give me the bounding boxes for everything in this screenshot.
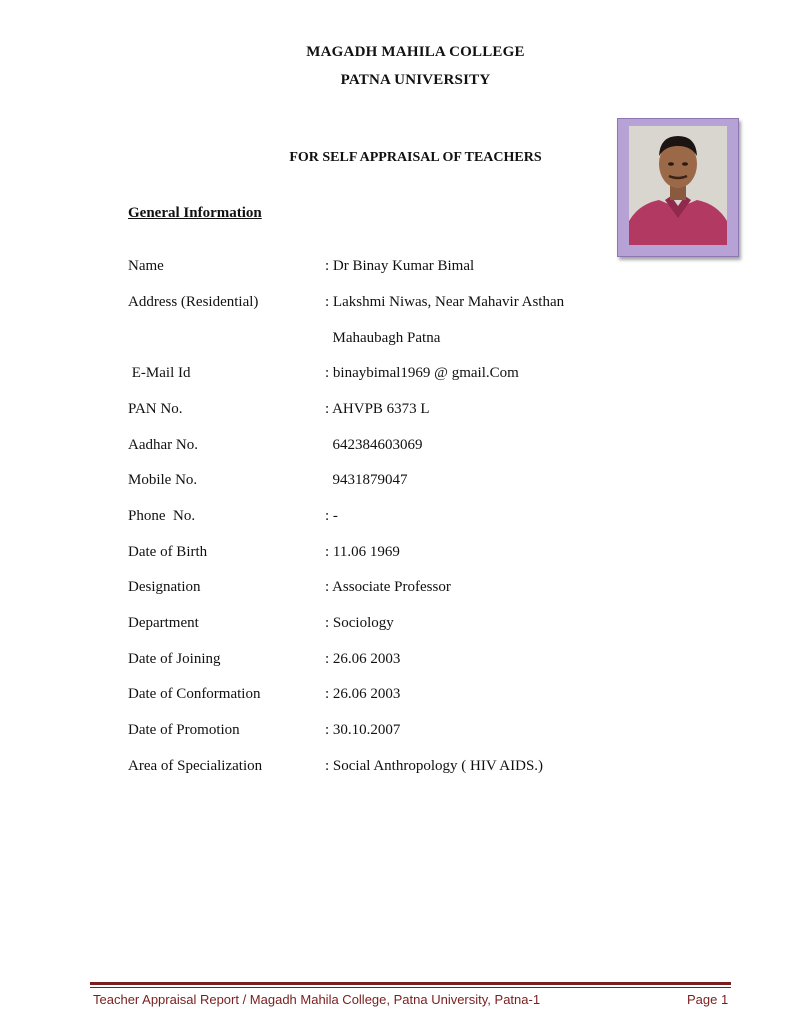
profile-photo [629, 126, 727, 245]
document-title: FOR SELF APPRAISAL OF TEACHERS [289, 150, 542, 165]
field-value: Mahaubagh Patna [325, 330, 441, 346]
field-row [0, 722, 791, 746]
field-value: : Associate Professor [325, 579, 451, 595]
field-value: : 26.06 2003 [325, 651, 401, 667]
field-label: E-Mail Id [128, 365, 191, 381]
field-row [0, 294, 791, 318]
field-label: Date of Conformation [128, 686, 261, 702]
footer-report-title: Teacher Appraisal Report / Magadh Mahila College, Patna University, Patna-1 [93, 992, 541, 1007]
university-name: PATNA UNIVERSITY [340, 72, 491, 88]
field-label: Address (Residential) [128, 294, 259, 310]
field-row [0, 651, 791, 675]
field-label: Date of Joining [128, 651, 221, 667]
field-value: 642384603069 [325, 437, 423, 453]
field-label: Name [128, 258, 164, 274]
field-label: Department [128, 615, 199, 631]
field-value: : binaybimal1969 @ gmail.Com [325, 365, 519, 381]
field-label: Date of Birth [128, 544, 208, 560]
field-row [0, 686, 791, 710]
footer-divider-thin [90, 987, 731, 988]
field-value: : 30.10.2007 [325, 722, 401, 738]
field-row [0, 401, 791, 425]
field-row [0, 472, 791, 496]
field-label: Designation [128, 579, 201, 595]
field-label: PAN No. [128, 401, 183, 417]
field-row [0, 258, 791, 282]
field-value: : 26.06 2003 [325, 686, 401, 702]
field-value: 9431879047 [325, 472, 408, 488]
footer-divider-thick [90, 982, 731, 985]
field-value: : Lakshmi Niwas, Near Mahavir Asthan [325, 294, 565, 310]
page-number: Page 1 [687, 992, 729, 1007]
college-name: MAGADH MAHILA COLLEGE [306, 44, 525, 60]
section-heading: General Information [128, 205, 262, 221]
field-value: : Sociology [325, 615, 394, 631]
field-label: Aadhar No. [128, 437, 198, 453]
field-row [0, 437, 791, 461]
profile-photo-frame [617, 118, 739, 257]
field-label: Phone No. [128, 508, 196, 524]
field-row [0, 579, 791, 603]
field-value: : 11.06 1969 [325, 544, 400, 560]
field-label: Date of Promotion [128, 722, 240, 738]
field-row [0, 508, 791, 532]
field-row [0, 365, 791, 389]
field-value: : Social Anthropology ( HIV AIDS.) [325, 758, 544, 774]
field-value: : - [325, 508, 338, 524]
field-row [0, 758, 791, 782]
field-label: Mobile No. [128, 472, 198, 488]
field-row [0, 330, 791, 354]
field-row [0, 615, 791, 639]
field-row [0, 544, 791, 568]
field-value: : AHVPB 6373 L [325, 401, 430, 417]
field-value: : Dr Binay Kumar Bimal [325, 258, 475, 274]
field-label: Area of Specialization [128, 758, 263, 774]
